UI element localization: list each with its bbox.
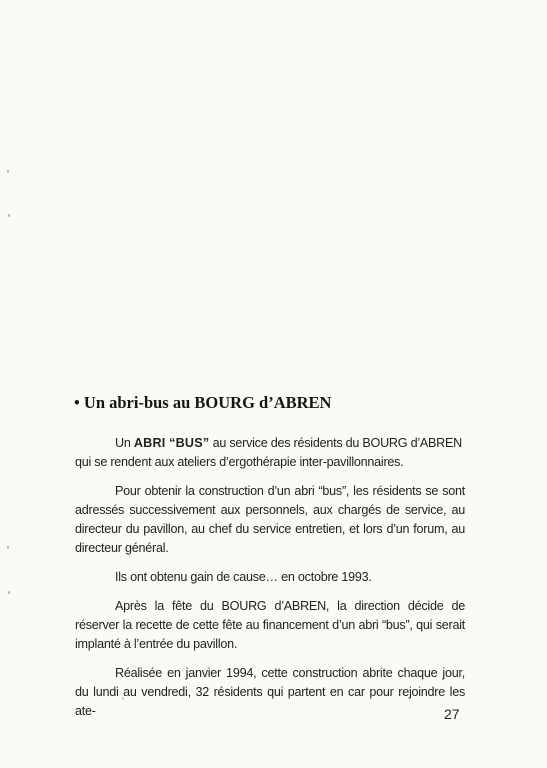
section-heading: • Un abri-bus au BOURG d’ABREN: [74, 393, 332, 412]
paragraph-3: Ils ont obtenu gain de cause… en octobre 1993.: [115, 570, 372, 584]
paragraph-1-rest: au service des résidents du BOURG d’ABREN qui se rendent aux ateliers d’ergothérapie inter-pavillonnaires.: [75, 436, 463, 469]
page-number: 27: [444, 706, 460, 722]
paragraph-2: Pour obtenir la construction d’un abri “bus”, les résidents se sont adressés successivement aux personnels, aux chargés de service, au directeur du pavillon, au chef du service entretien, et lors d’un forum, au directeur général.: [75, 484, 465, 555]
scan-speck: [7, 546, 9, 549]
paragraph-5: Réalisée en janvier 1994, cette construction abrite chaque jour, du lundi au vendredi, 32 résidents qui partent en car pour rejoindre les ate-: [75, 666, 465, 718]
paragraph-1: [75, 434, 465, 472]
scan-speck: [8, 591, 10, 594]
scan-speck: [8, 214, 10, 217]
paragraph-4: Après la fête du BOURG d’ABREN, la direction décide de réserver la recette de cette fête au financement d’un abri “bus”, qui serait implanté à l’entrée du pavillon.: [75, 599, 465, 651]
paragraph-1-bold: ABRI “BUS”: [133, 436, 210, 450]
scan-speck: [7, 170, 9, 173]
body-text: [75, 434, 465, 731]
paragraph-1-lead: Un: [115, 436, 134, 450]
